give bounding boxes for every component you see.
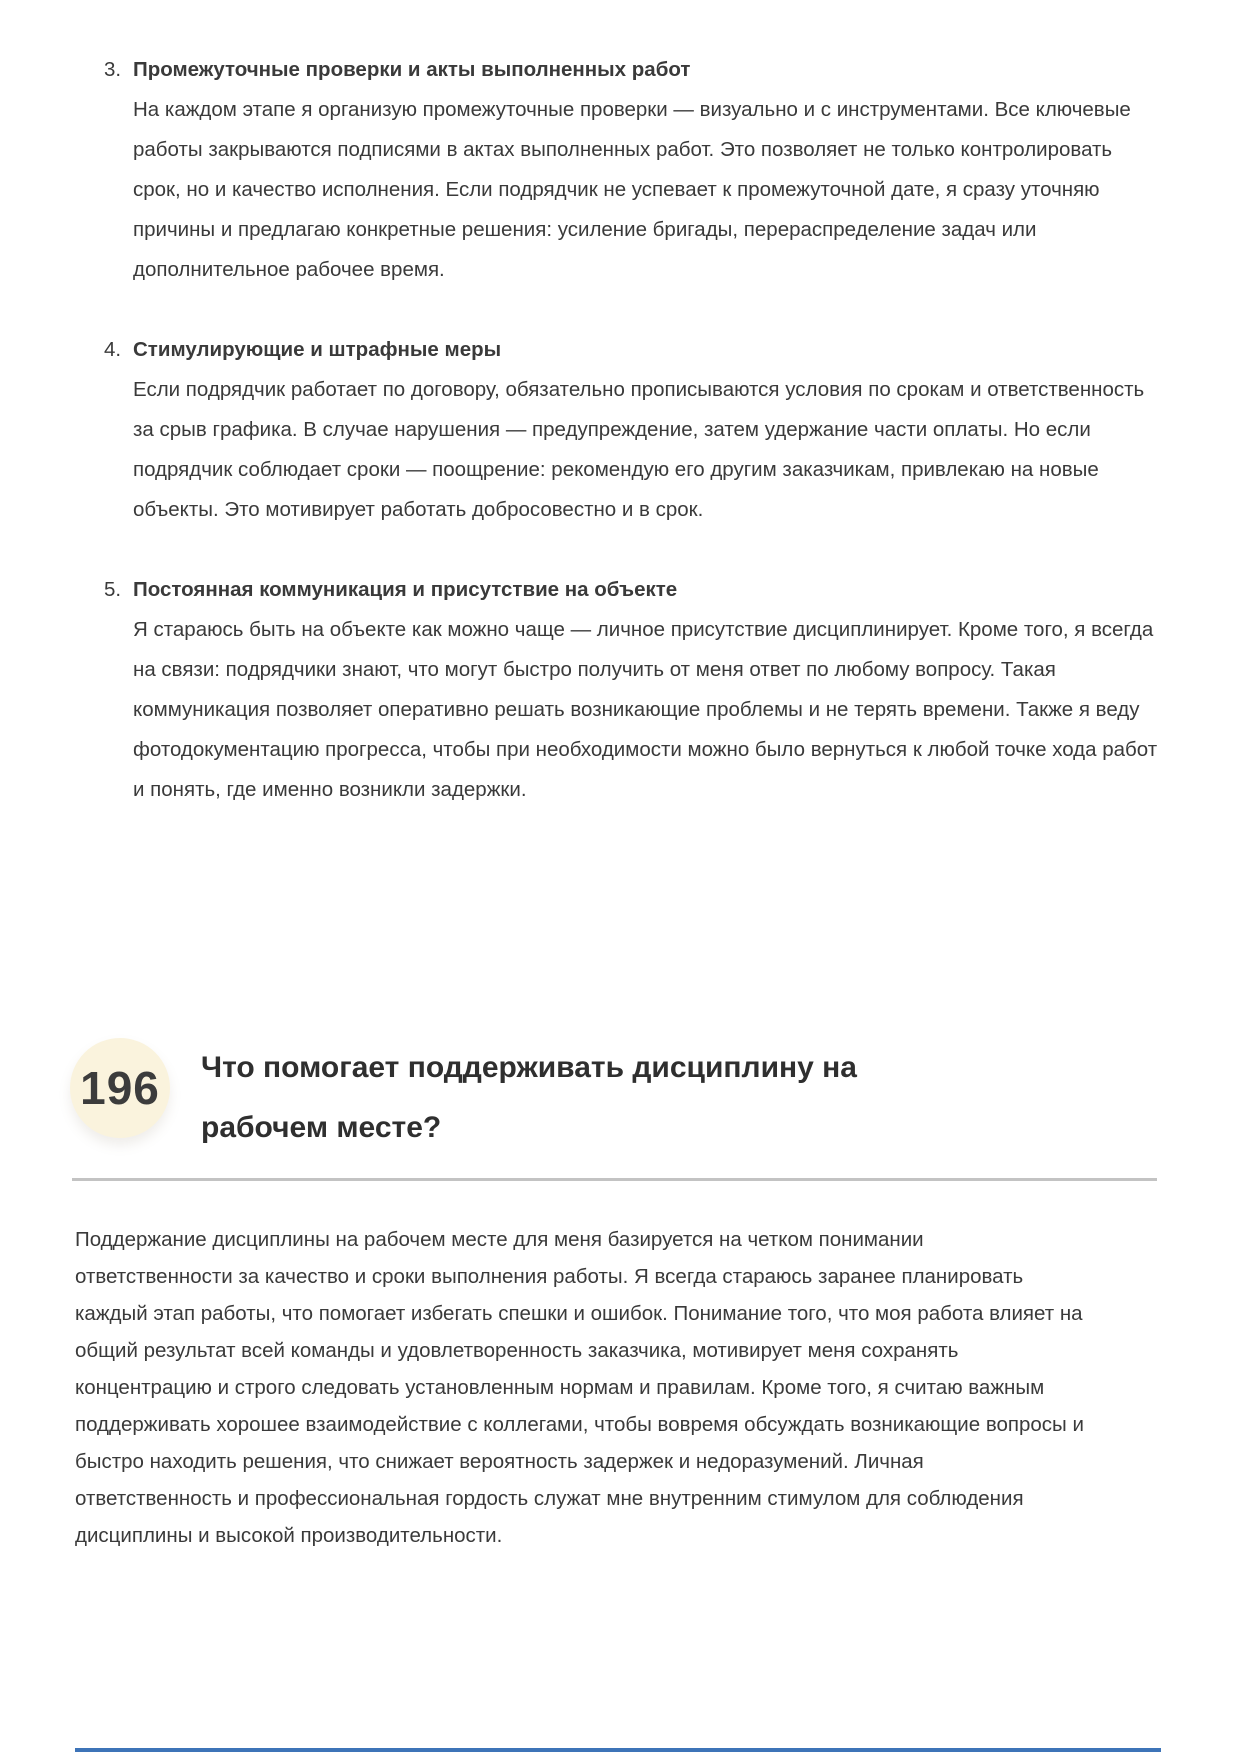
page-bottom-divider — [75, 1748, 1161, 1752]
question-number-badge — [70, 1038, 170, 1138]
list-item-content — [133, 50, 1160, 290]
question-title: Что помогает поддерживать дисциплину на рабочем месте? — [201, 1051, 857, 1144]
question-header — [0, 1038, 1239, 1158]
list-item-number: 5. — [104, 578, 122, 601]
list-item-number: 4. — [104, 338, 122, 361]
list-item-body: Я стараюсь быть на объекте как можно чаще — личное присутствие дисциплинирует. Кроме того, я всегда на связи: подрядчики знают, что могут быстро получить от меня ответ по любому вопросу. Такая коммуникация позволяет оперативно решать возникающие проблемы и не терять времени. Также я веду фотодокументацию прогресса, чтобы при необходимости можно было вернуться к любой точке хода работ и понять, где именно возникли задержки. — [133, 618, 1158, 801]
list-item — [104, 570, 1160, 810]
list-item-body: На каждом этапе я организую промежуточные проверки — визуально и с инструментами. Все ключевые работы закрываются подписями в актах выполненных работ. Это позволяет не только контролировать срок, но и качество исполнения. Если подрядчик не успевает к промежуточной дате, я сразу уточняю причины и предлагаю конкретные решения: усиление бригады, перераспределение задач или дополнительное рабочее время. — [133, 98, 1131, 281]
list-item-title: Промежуточные проверки и акты выполненных работ — [133, 58, 691, 81]
list-item-title: Стимулирующие и штрафные меры — [133, 338, 502, 361]
list-item-body: Если подрядчик работает по договору, обязательно прописываются условия по срокам и ответственность за срыв графика. В случае нарушения — предупреждение, затем удержание части оплаты. Но если подрядчик соблюдает сроки — поощрение: рекомендую его другим заказчикам, привлекаю на новые объекты. Это мотивирует работать добросовестно и в срок. — [133, 378, 1145, 521]
numbered-list — [0, 0, 1239, 810]
answer-paragraph: Поддержание дисциплины на рабочем месте для меня базируется на четком понимании ответственности за качество и сроки выполнения работы. Я всегда стараюсь заранее планировать каждый этап работы, что помогает избегать спешки и ошибок. Понимание того, что моя работа влияет на общий результат всей команды и удовлетворенность заказчика, мотивирует меня сохранять концентрацию и строго следовать установленным нормам и правилам. Кроме того, я считаю важным поддерживать хорошее взаимодействие с коллегами, чтобы вовремя обсуждать возникающие вопросы и быстро находить решения, что снижает вероятность задержек и недоразумений. Личная ответственность и профессиональная гордость служат мне внутренним стимулом для соблюдения дисциплины и высокой производительности. — [75, 1228, 1084, 1547]
question-number: 196 — [80, 1062, 160, 1114]
list-item — [104, 330, 1160, 530]
list-item-number: 3. — [104, 58, 122, 81]
list-item-title: Постоянная коммуникация и присутствие на объекте — [133, 578, 678, 601]
list-item-content — [133, 330, 1160, 530]
list-item-content — [133, 570, 1160, 810]
list-item — [104, 50, 1160, 290]
